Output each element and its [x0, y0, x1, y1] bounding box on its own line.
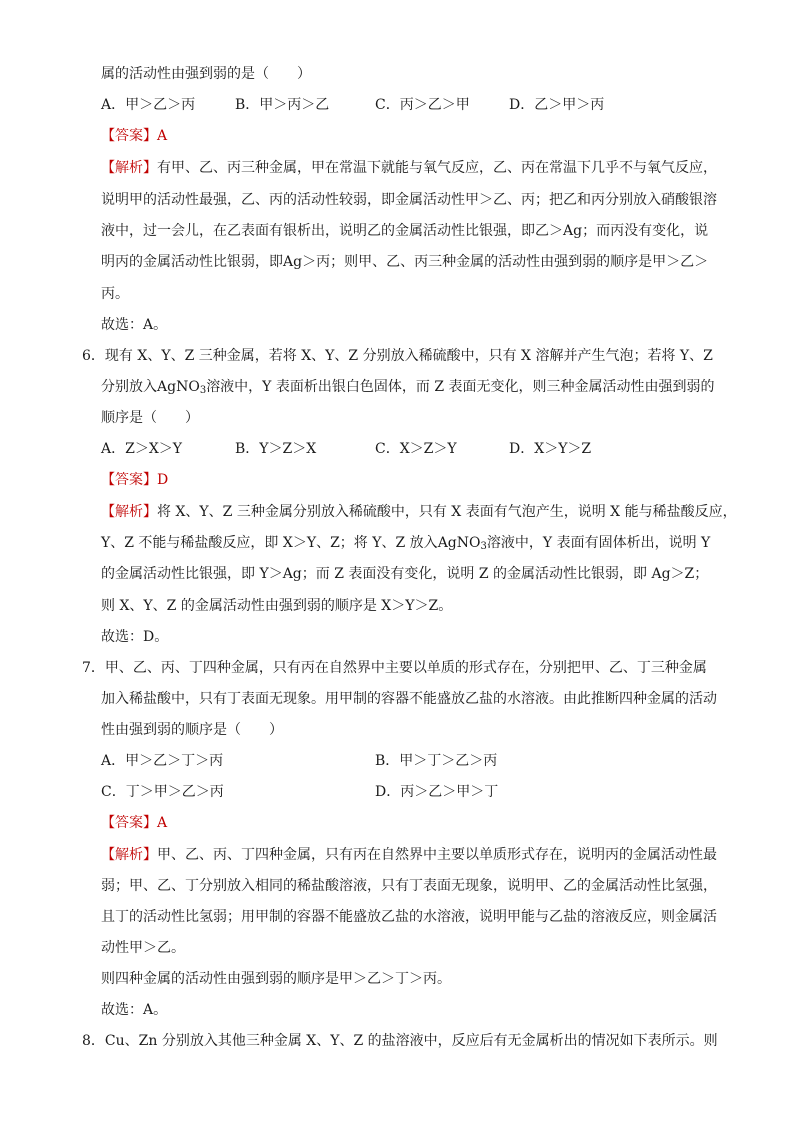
q6-answer: [101, 470, 168, 490]
answer-label: 【答案】: [101, 128, 157, 144]
q7-stem-line: 性由强到弱的顺序是（ ）: [101, 722, 283, 738]
q6-analysis-line: 则 X、Y、Z 的金属活动性由强到弱的顺序是 X＞Y＞Z。: [101, 598, 453, 614]
q7-option-b: B．甲＞丁＞乙＞丙: [375, 753, 498, 769]
q7-stem-line: 7．甲、乙、丙、丁四种金属，只有丙在自然界中主要以单质的形式存在，分别把甲、乙、丁三种金属: [82, 660, 707, 676]
q7-option-d: D．丙＞乙＞甲＞丁: [375, 784, 499, 800]
q5-stem-tail: 属的活动性由强到弱的是（ ）: [101, 66, 311, 82]
analysis-label: 【解析】: [101, 504, 157, 520]
q7-analysis-line: 则四种金属的活动性由强到弱的顺序是甲＞乙＞丁＞丙。: [101, 971, 451, 987]
q6-option-b: B．Y＞Z＞X: [235, 441, 317, 457]
q5-analysis-line: 明丙的金属活动性比银弱，即Ag＞丙；则甲、乙、丙三种金属的活动性由强到弱的顺序是甲＞乙＞: [101, 254, 709, 270]
q7-analysis-line: 弱；甲、乙、丁分别放入相同的稀盐酸溶液，只有丁表面无现象，说明甲、乙的金属活动性比氢强，: [101, 878, 717, 894]
q6-analysis-line: 【解析】将 X、Y、Z 三种金属分别放入稀硫酸中，只有 X 表面有气泡产生，说明 X 能与稀盐酸反应，: [101, 504, 737, 520]
q6-option-d: D．X＞Y＞Z: [509, 441, 592, 457]
q5-option-c: C．丙＞乙＞甲: [375, 97, 470, 113]
answer-value: A: [157, 128, 168, 144]
q7-option-c: C．丁＞甲＞乙＞丙: [101, 784, 224, 800]
q5-answer: [101, 126, 167, 146]
answer-value: D: [157, 472, 169, 488]
formula-agno3: AgNO$_3$: [157, 379, 207, 396]
q5-option-a: A．甲＞乙＞丙: [101, 97, 196, 113]
q7-analysis-line: 动性甲＞乙。: [101, 940, 185, 956]
q6-analysis-line: Y、Z 不能与稀盐酸反应，即 X＞Y、Z；将 Y、Z 放入AgNO$_3$溶液中，Y 表面有固体析出，说明 Y: [101, 535, 711, 552]
q5-option-d: D．乙＞甲＞丙: [509, 97, 605, 113]
q7-conclusion: 故选：A。: [101, 1002, 168, 1018]
answer-label: 【答案】: [101, 472, 157, 488]
q7-option-a: A．甲＞乙＞丁＞丙: [101, 753, 224, 769]
q5-option-b: B．甲＞丙＞乙: [235, 97, 330, 113]
q6-option-a: A．Z＞X＞Y: [101, 441, 183, 457]
answer-label: 【答案】: [101, 815, 157, 831]
q6-analysis-line: 的金属活动性比银强，即 Y＞Ag；而 Z 表面没有变化，说明 Z 的金属活动性比银弱，即 Ag＞Z；: [101, 566, 709, 582]
q7-answer: [101, 813, 167, 833]
q5-analysis-line: 说明甲的活动性最强，乙、丙的活动性较弱，即金属活动性甲＞乙、丙；把乙和丙分别放入硝酸银溶: [101, 192, 717, 208]
q6-stem-line: 6．现有 X、Y、Z 三种金属，若将 X、Y、Z 分别放入稀硫酸中，只有 X 溶解并产生气泡；若将 Y、Z: [82, 348, 713, 364]
formula-agno3: AgNO$_3$: [437, 535, 487, 552]
analysis-label: 【解析】: [101, 847, 157, 863]
q6-option-c: C．X＞Z＞Y: [375, 441, 457, 457]
q6-conclusion: 故选：D。: [101, 629, 169, 645]
q5-conclusion: 故选：A。: [101, 317, 168, 333]
q6-stem-line: 分别放入AgNO$_3$溶液中，Y 表面析出银白色固体，而 Z 表面无变化，则三种金属活动性由强到弱的: [101, 379, 715, 396]
q7-analysis-line: 且丁的活动性比氢弱；用甲制的容器不能盛放乙盐的水溶液，说明甲能与乙盐的溶液反应，则金属活: [101, 909, 717, 925]
q8-stem-line: 8．Cu、Zn 分别放入其他三种金属 X、Y、Z 的盐溶液中，反应后有无金属析出的情况如下表所示。则: [82, 1033, 718, 1049]
q5-analysis-line: 液中，过一会儿，在乙表面有银析出，说明乙的金属活动性比银强，即乙＞Ag；而丙没有变化，说: [101, 223, 709, 239]
q5-analysis-line: 丙。: [101, 286, 129, 302]
analysis-label: 【解析】: [101, 160, 157, 176]
q6-stem-line: 顺序是（ ）: [101, 410, 199, 426]
q5-analysis-line: 【解析】有甲、乙、丙三种金属，甲在常温下就能与氧气反应，乙、丙在常温下几乎不与氧气反应，: [101, 160, 717, 176]
q7-stem-line: 加入稀盐酸中，只有丁表面无现象。用甲制的容器不能盛放乙盐的水溶液。由此推断四种金属的活动: [101, 691, 717, 707]
q7-analysis-line: 【解析】甲、乙、丙、丁四种金属，只有丙在自然界中主要以单质形式存在，说明丙的金属活动性最: [101, 847, 717, 863]
answer-value: A: [157, 815, 168, 831]
